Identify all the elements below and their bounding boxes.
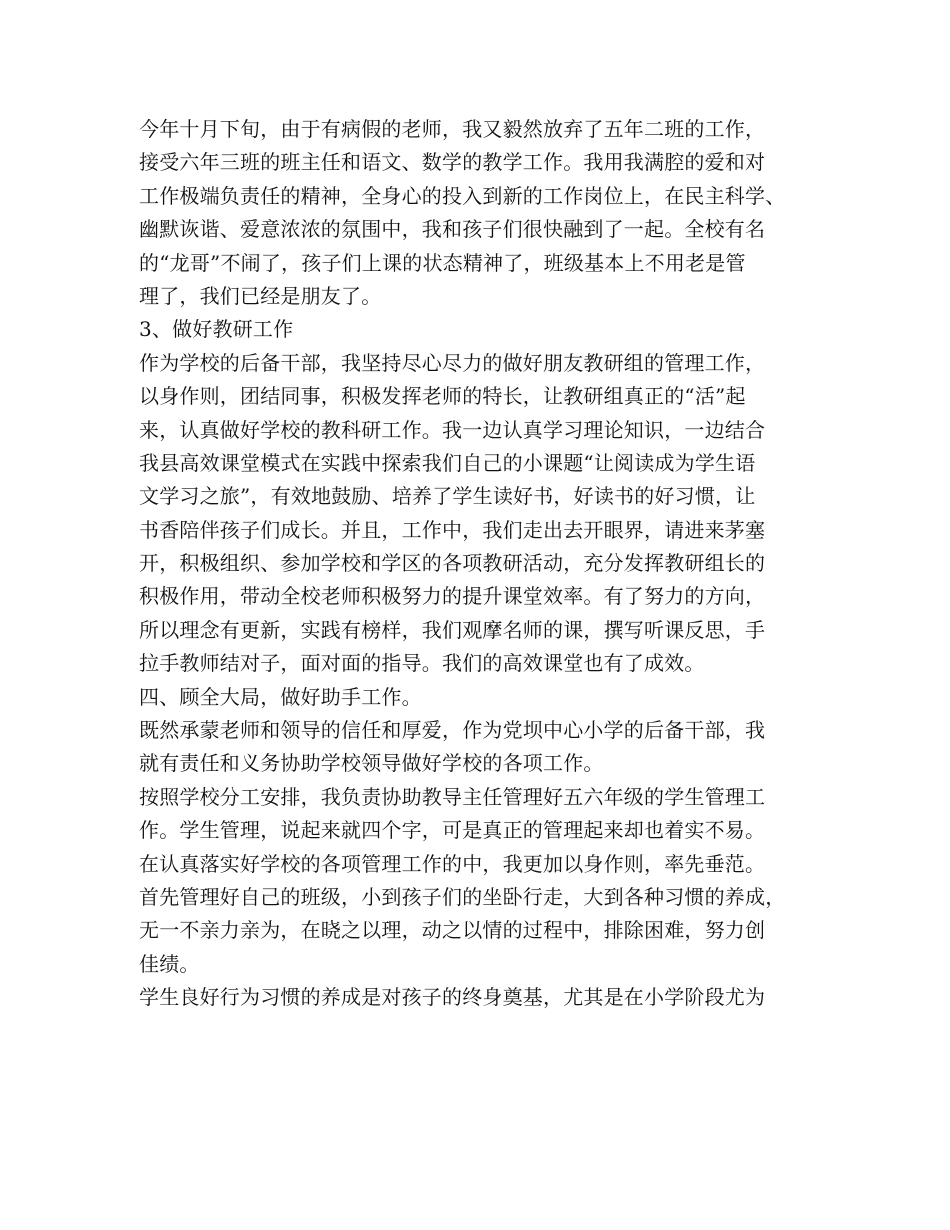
section-heading: 四、顾全大局，做好助手工作。: [139, 684, 422, 709]
text-line: 拉手教师结对子，面对面的指导。我们的高效课堂也有了成效。: [139, 651, 705, 676]
text-line: 工作极端负责任的精神，全身心的投入到新的工作岗位上，在民主科学、: [139, 183, 786, 208]
text-line: 作。学生管理，说起来就四个字，可是真正的管理起来却也着实不易。: [139, 818, 766, 843]
text-line: 我县高效课堂模式在实践中探索我们自己的小课题“让阅读成为学生语: [139, 450, 756, 475]
text-line: 首先管理好自己的班级，小到孩子们的坐卧行走，大到各种习惯的养成，: [139, 884, 786, 909]
text-line: 作为学校的后备干部，我坚持尽心尽力的做好朋友教研组的管理工作，: [139, 350, 766, 375]
text-line: 的“龙哥”不闹了，孩子们上课的状态精神了，班级基本上不用老是管: [139, 250, 746, 275]
text-line: 以身作则，团结同事，积极发挥老师的特长，让教研组真正的“活”起: [139, 384, 746, 409]
text-line: 开，积极组织、参加学校和学区的各项教研活动，充分发挥教研组长的: [139, 551, 766, 576]
text-line: 理了，我们已经是朋友了。: [139, 283, 382, 308]
text-line: 学生良好行为习惯的养成是对孩子的终身奠基，尤其是在小学阶段尤为: [139, 985, 766, 1010]
body-text: [139, 113, 839, 1015]
text-line: 书香陪伴孩子们成长。并且，工作中，我们走出去开眼界，请进来茅塞: [139, 517, 766, 542]
text-line: 文学习之旅”，有效地鼓励、培养了学生读好书，好读书的好习惯，让: [139, 484, 756, 509]
text-line: 今年十月下旬，由于有病假的老师，我又毅然放弃了五年二班的工作，: [139, 117, 766, 141]
text-line: 幽默诙谐、爱意浓浓的氛围中，我和孩子们很快融到了一起。全校有名: [139, 217, 766, 242]
text-line: 无一不亲力亲为，在晓之以理，动之以情的过程中，排除困难，努力创: [139, 918, 766, 943]
text-line: 按照学校分工安排，我负责协助教导主任管理好五六年级的学生管理工: [139, 784, 766, 809]
text-line: 所以理念有更新，实践有榜样，我们观摩名师的课，撰写听课反思，手: [139, 617, 766, 642]
text-line: 既然承蒙老师和领导的信任和厚爱，作为党坝中心小学的后备干部，我: [139, 718, 766, 743]
text-line: 接受六年三班的班主任和语文、数学的教学工作。我用我满腔的爱和对: [139, 150, 766, 175]
section-heading: 3、做好教研工作: [139, 317, 294, 342]
text-line: 积极作用，带动全校老师积极努力的提升课堂效率。有了努力的方向，: [139, 584, 766, 609]
text-line: 来，认真做好学校的教科研工作。我一边认真学习理论知识，一边结合: [139, 417, 766, 442]
text-line: 在认真落实好学校的各项管理工作的中，我更加以身作则，率先垂范。: [139, 851, 766, 876]
text-line: 佳绩。: [139, 951, 200, 976]
text-line: 就有责任和义务协助学校领导做好学校的各项工作。: [139, 751, 604, 776]
